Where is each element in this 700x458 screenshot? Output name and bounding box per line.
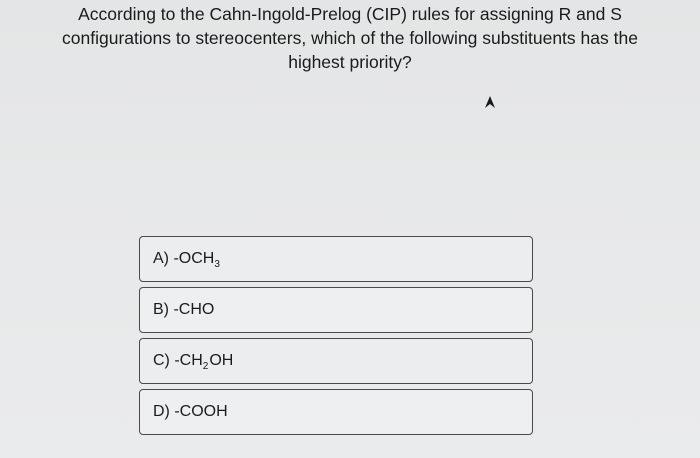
option-a[interactable] xyxy=(139,236,533,282)
option-b[interactable] xyxy=(139,287,533,333)
option-d[interactable] xyxy=(139,389,533,435)
option-b-letter: B) xyxy=(153,301,169,318)
option-d-formula: -COOH xyxy=(174,403,228,420)
option-a-formula: -OCH xyxy=(173,250,215,267)
option-b-formula: -CHO xyxy=(173,301,215,318)
option-c-formula-end: OH xyxy=(209,352,234,369)
option-d-letter: D) xyxy=(153,403,170,420)
question-text xyxy=(20,2,680,74)
option-c-letter: C) xyxy=(153,352,170,369)
option-a-letter: A) xyxy=(153,250,169,267)
question-line-3: highest priority? xyxy=(288,52,412,72)
option-c-formula: -CH xyxy=(174,352,203,369)
question-line-1: According to the Cahn-Ingold-Prelog (CIP) rules for assigning R and S xyxy=(78,4,622,24)
option-c[interactable] xyxy=(139,338,533,384)
question-line-2: configurations to stereocenters, which of the following substituents has the xyxy=(62,28,638,48)
answer-options xyxy=(139,236,533,440)
mouse-pointer-icon xyxy=(484,95,496,109)
option-a-subscript: 3 xyxy=(214,258,220,270)
option-c-subscript: 2 xyxy=(202,360,209,372)
